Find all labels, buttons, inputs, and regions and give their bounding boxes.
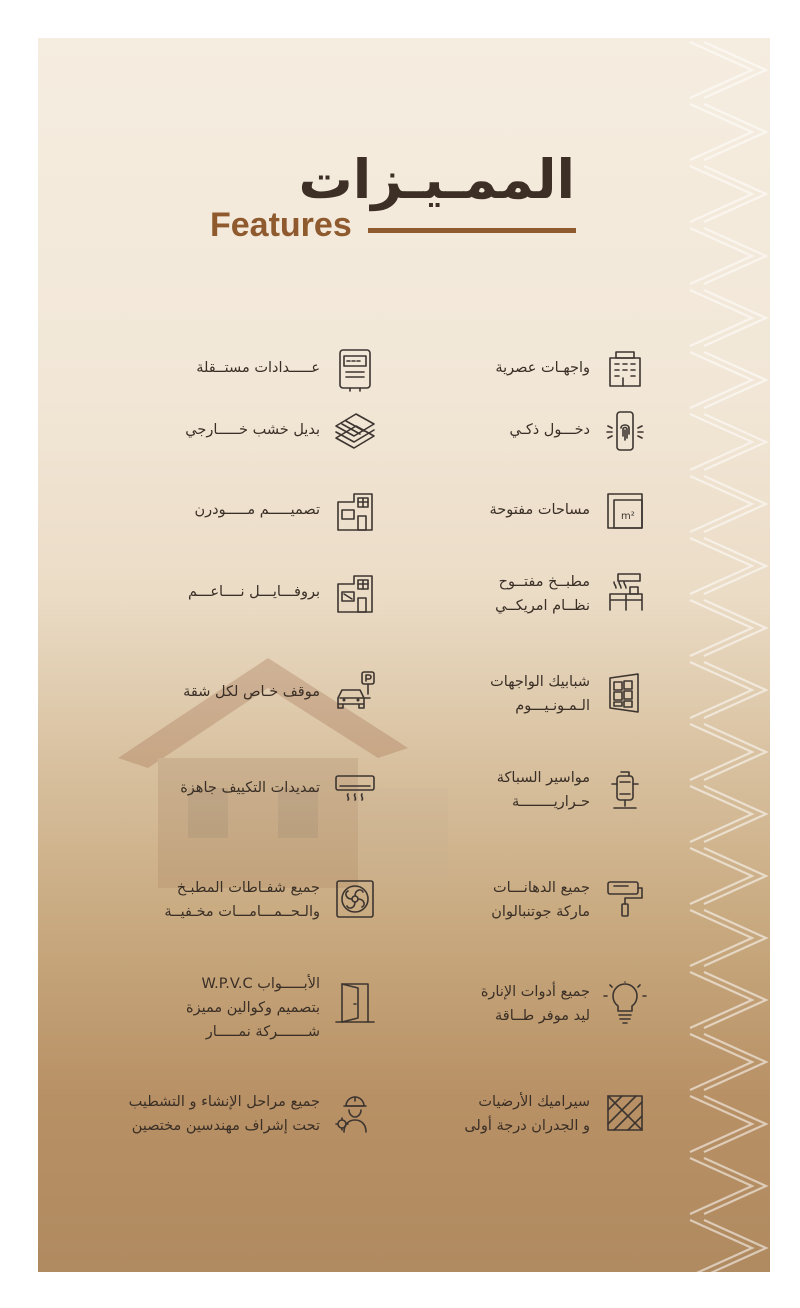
kitchen-icon [602, 570, 648, 616]
profile-house-icon [332, 570, 378, 616]
feature-label-line: موقف خـاص لكل شقة [183, 684, 320, 700]
feature-label-line: تصميـــــم مـــــودرن [194, 502, 320, 518]
open-space-icon [602, 488, 648, 534]
feature-label [180, 776, 320, 800]
feature-label-line: بروفـــايـــل نــــاعـــم [188, 584, 320, 600]
feature-label-line: والـحــمـــامـــات مخـفيــة [164, 904, 320, 920]
feature-item-paint-roller [418, 876, 648, 936]
title-arabic: الممـيـزات [298, 148, 575, 211]
feature-item-water-heater [418, 766, 648, 826]
feature-label [183, 680, 320, 704]
feature-label-line: جميع مراحل الإنشاء و التشطيب [128, 1094, 320, 1110]
feature-label [495, 356, 590, 380]
meter-icon [332, 346, 378, 392]
feature-item-light-bulb [418, 980, 648, 1040]
feature-label [490, 498, 590, 522]
feature-item-profile-house [118, 570, 378, 630]
feature-label [464, 1090, 590, 1138]
feature-label-line: مساحات مفتوحة [489, 502, 590, 518]
title-divider [368, 228, 576, 233]
feature-item-wood-planks [118, 408, 378, 468]
engineer-icon [332, 1090, 378, 1136]
feature-item-window [418, 670, 648, 730]
paint-roller-icon [602, 876, 648, 922]
feature-label-line: سيراميك الأرضيات [478, 1094, 590, 1110]
feature-label-line: واجهـات عصرية [495, 360, 590, 376]
feature-label [185, 418, 320, 442]
feature-label [497, 766, 590, 814]
feature-label [195, 498, 320, 522]
door-icon [332, 980, 378, 1026]
feature-label-line: جميع شفـاطات المطبـخ [176, 880, 320, 896]
feature-label-line: مطبــخ مفتــوح [498, 574, 590, 590]
feature-label-line: شبابيك الواجهات [490, 674, 590, 690]
feature-item-door [118, 976, 378, 1040]
parking-icon [332, 670, 378, 716]
decorative-pattern [680, 38, 770, 1272]
feature-label [188, 580, 320, 604]
exhaust-fan-icon [332, 876, 378, 922]
feature-item-engineer [118, 1090, 378, 1150]
feature-label-line: الأبـــــواب W.P.V.C [201, 976, 320, 992]
feature-label-line: مواسير السباكة [496, 770, 590, 786]
smart-entry-icon [602, 408, 648, 454]
feature-label-line: دخـــول ذكـي [509, 422, 590, 438]
feature-item-parking [118, 670, 378, 730]
feature-item-meter [118, 346, 378, 406]
feature-label-line: ليد موفر طــاقة [495, 1008, 590, 1024]
feature-label [495, 570, 590, 618]
title-english: Features [210, 206, 352, 244]
feature-label-line: ماركة جوتنبالوان [491, 904, 590, 920]
water-heater-icon [602, 766, 648, 812]
building-icon [602, 346, 648, 392]
feature-label [196, 356, 320, 380]
feature-item-modern-house [118, 488, 378, 548]
wood-planks-icon [332, 408, 378, 454]
feature-label [510, 418, 591, 442]
light-bulb-icon [602, 980, 648, 1026]
feature-label-line: نظــام امريكــي [495, 598, 590, 614]
feature-label-line: الـمـونـيـــوم [515, 698, 590, 714]
feature-item-exhaust-fan [118, 876, 378, 936]
feature-label [481, 980, 590, 1028]
feature-label [186, 972, 320, 1044]
feature-item-open-space [418, 488, 648, 548]
feature-label-line: تمديدات التكييف جاهزة [180, 780, 320, 796]
window-icon [602, 670, 648, 716]
feature-label-line: جميع الدهانـــات [492, 880, 590, 896]
feature-item-air-conditioner [118, 766, 378, 826]
features-poster [38, 38, 770, 1272]
tiles-icon [602, 1090, 648, 1136]
feature-item-tiles [418, 1090, 648, 1150]
feature-label [129, 1090, 320, 1138]
feature-label-line: عـــــدادات مستــقلة [196, 360, 320, 376]
feature-label-line: حـراريــــــــة [511, 794, 590, 810]
feature-label-line: شـــــــركة نمـــــار [205, 1024, 320, 1040]
feature-label-line: بديل خشب خـــــارجي [185, 422, 320, 438]
feature-label-line: و الجدران درجة أولى [464, 1118, 590, 1134]
feature-item-kitchen [418, 570, 648, 630]
feature-label [490, 670, 590, 718]
feature-label [491, 876, 590, 924]
air-conditioner-icon [332, 766, 378, 812]
feature-label-line: بتصميم وكوالين مميزة [186, 1000, 320, 1016]
feature-label-line: جميع أدوات الإنارة [480, 984, 590, 1000]
feature-label [164, 876, 320, 924]
feature-item-building [418, 346, 648, 406]
feature-label-line: تحت إشراف مهندسين مختصين [131, 1118, 320, 1134]
feature-item-smart-entry [418, 408, 648, 468]
modern-house-icon [332, 488, 378, 534]
svg-text:m²: m² [621, 511, 635, 522]
